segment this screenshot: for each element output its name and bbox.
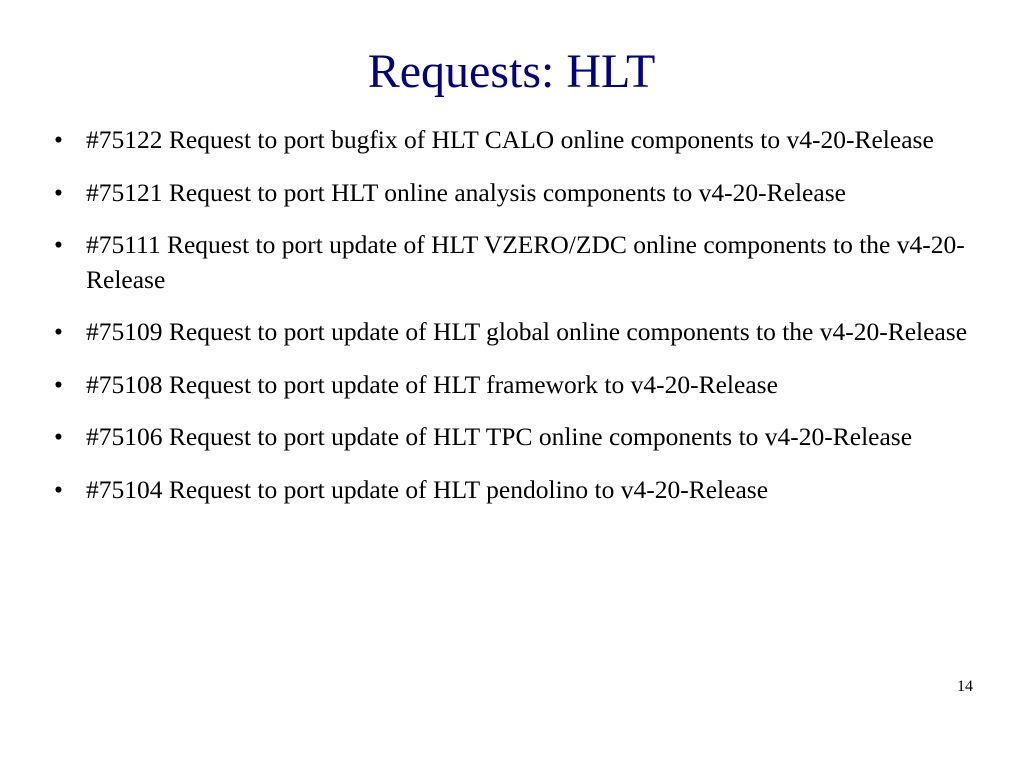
bullet-text: #75109 Request to port update of HLT global online components to the v4-20-Release (86, 317, 968, 346)
bullet-icon: • (54, 125, 63, 154)
bullet-item (54, 315, 984, 350)
bullet-text: #75122 Request to port bugfix of HLT CALO online components to v4-20-Release (86, 125, 934, 154)
bullet-item (54, 420, 984, 455)
bullet-text: #75106 Request to port update of HLT TPC online components to v4-20-Release (86, 422, 913, 451)
bullet-item (54, 368, 984, 403)
bullet-icon: • (54, 474, 63, 504)
bullet-item (54, 176, 984, 211)
bullet-text: #75108 Request to port update of HLT framework to v4-20-Release (86, 369, 778, 399)
bullet-icon: • (54, 177, 63, 207)
bullet-icon: • (54, 422, 63, 451)
bullet-text: #75104 Request to port update of HLT pendolino to v4-20-Release (86, 474, 769, 504)
bullet-icon: • (54, 230, 63, 259)
bullet-icon: • (54, 317, 63, 346)
bullet-icon: • (54, 369, 63, 399)
bullet-item (54, 473, 984, 508)
bullet-list (54, 123, 984, 525)
bullet-text: #75111 Request to port update of HLT VZERO/ZDC online components to the v4-20-Release (86, 230, 965, 294)
slide-title: Requests: HLT (367, 45, 656, 98)
bullet-text: #75121 Request to port HLT online analysis components to v4-20-Release (86, 177, 846, 207)
bullet-item (54, 123, 984, 158)
page-number: 14 (957, 678, 973, 695)
bullet-item (54, 228, 984, 297)
